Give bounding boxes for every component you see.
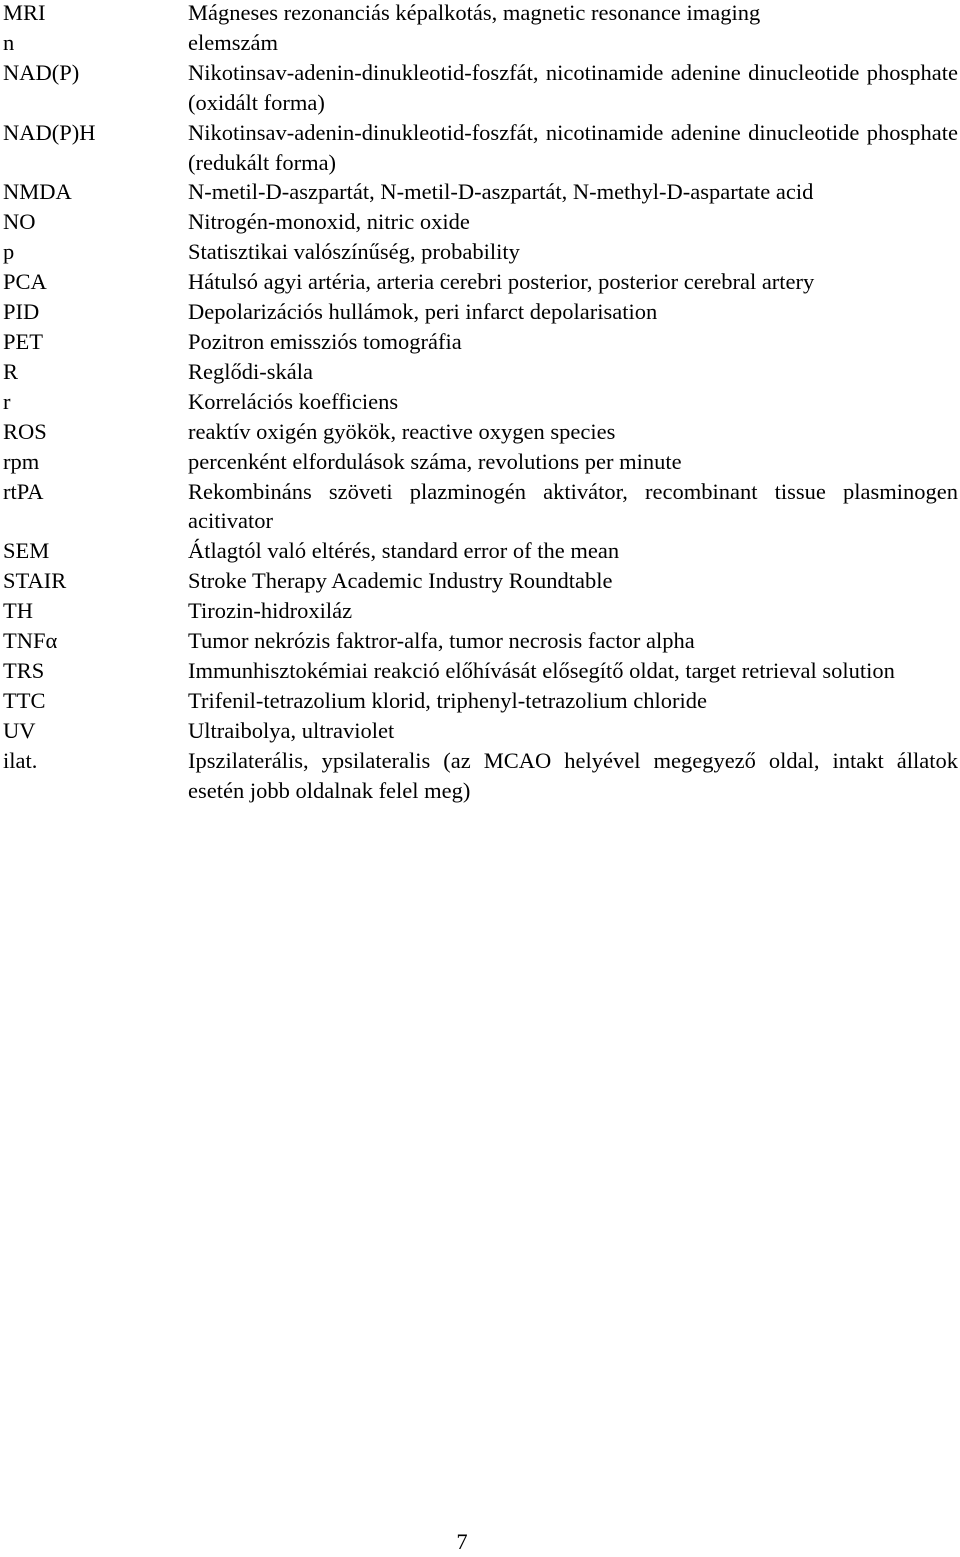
abbreviation-definition: Korrelációs koefficiens [188,388,399,414]
abbreviation-entry [0,0,960,28]
abbreviation-term: r [3,388,11,414]
abbreviation-definition: Statisztikai valószínűség, probability [188,239,520,265]
abbreviation-definition: percenként elfordulások száma, revolutions per minute [188,448,682,474]
abbreviation-term: STAIR [3,568,67,594]
page-number: 7 [456,1529,468,1554]
abbreviation-entry [0,626,960,656]
abbreviation-definition: Nitrogén-monoxid, nitric oxide [188,209,470,235]
abbreviation-entry [0,357,960,387]
abbreviation-definition: N-metil-D-aszpartát, N-metil-D-aszpartát, N-methyl-D-aspartate acid [188,179,814,205]
abbreviation-definition: Átlagtól való eltérés, standard error of the mean [188,538,620,564]
abbreviation-term: R [3,358,19,384]
abbreviation-entry [0,656,960,686]
abbreviation-term: TNFα [3,628,58,654]
abbreviation-term: PET [3,328,44,354]
abbreviation-entry [0,447,960,477]
abbreviation-definition: Mágneses rezonanciás képalkotás, magnetic resonance imaging [188,0,761,25]
abbreviation-term: NO [3,209,36,235]
abbreviation-entry [0,387,960,417]
abbreviation-definition: elemszám [188,29,278,55]
abbreviation-definition: Trifenil-tetrazolium klorid, triphenyl-tetrazolium chloride [188,687,708,713]
abbreviation-definition: reaktív oxigén gyökök, reactive oxygen species [188,418,616,444]
abbreviation-term: ilat. [3,747,38,773]
abbreviation-definition: Nikotinsav-adenin-dinukleotid-foszfát, nicotinamide adenine dinucleotide phosphate (oxidált forma) [188,59,958,115]
abbreviation-definition: Rekombináns szöveti plazminogén aktivátor, recombinant tissue plasminogen acitivator [188,478,958,534]
abbreviation-term: MRI [3,0,46,25]
abbreviation-term: PID [3,299,40,325]
abbreviation-definition: Reglődi-skála [188,358,313,384]
abbreviation-term: TRS [3,657,45,683]
abbreviation-term: SEM [3,538,50,564]
abbreviation-term: NAD(P)H [3,119,96,145]
abbreviation-definition: Hátulsó agyi artéria, arteria cerebri posterior, posterior cerebral artery [188,269,815,295]
abbreviation-term: NAD(P) [3,59,80,85]
abbreviation-entry [0,536,960,566]
abbreviation-definition: Immunhisztokémiai reakció előhívását elősegítő oldat, target retrieval solution [188,657,895,683]
abbreviation-term: TH [3,598,33,624]
abbreviation-definition: Tumor nekrózis faktror-alfa, tumor necrosis factor alpha [188,628,695,654]
abbreviation-entry [0,267,960,297]
abbreviation-definition: Pozitron emissziós tomográfia [188,328,462,354]
abbreviation-term: p [3,239,15,265]
abbreviation-term: TTC [3,687,46,713]
abbreviation-entry [0,58,960,118]
abbreviation-term: rtPA [3,478,44,504]
abbreviation-entry [0,237,960,267]
abbreviation-entry [0,596,960,626]
abbreviation-entry [0,477,960,537]
abbreviation-term: PCA [3,269,47,295]
abbreviation-definition: Tirozin-hidroxiláz [188,598,353,624]
abbreviation-definition: Ipszilaterális, ypsilateralis (az MCAO helyével megegyező oldal, intakt állatok esetén jobb oldalnak felel meg) [188,747,958,803]
abbreviation-term: UV [3,717,36,743]
abbreviation-term: rpm [3,448,40,474]
abbreviation-entry [0,118,960,178]
abbreviation-entry [0,716,960,746]
abbreviation-term: n [3,29,15,55]
abbreviation-entry [0,417,960,447]
abbreviation-entry [0,177,960,207]
abbreviation-entry [0,566,960,596]
abbreviation-entry [0,28,960,58]
abbreviation-definition: Nikotinsav-adenin-dinukleotid-foszfát, nicotinamide adenine dinucleotide phosphate (redukált forma) [188,119,958,175]
abbreviation-entry [0,746,960,806]
abbreviation-entry [0,686,960,716]
abbreviation-term: NMDA [3,179,72,205]
abbreviation-definition: Ultraibolya, ultraviolet [188,717,395,743]
abbreviation-entry [0,207,960,237]
abbreviation-entry [0,297,960,327]
abbreviation-definition: Stroke Therapy Academic Industry Roundtable [188,568,613,594]
abbreviation-definition: Depolarizációs hullámok, peri infarct depolarisation [188,299,658,325]
abbreviation-entry [0,327,960,357]
abbreviation-term: ROS [3,418,47,444]
